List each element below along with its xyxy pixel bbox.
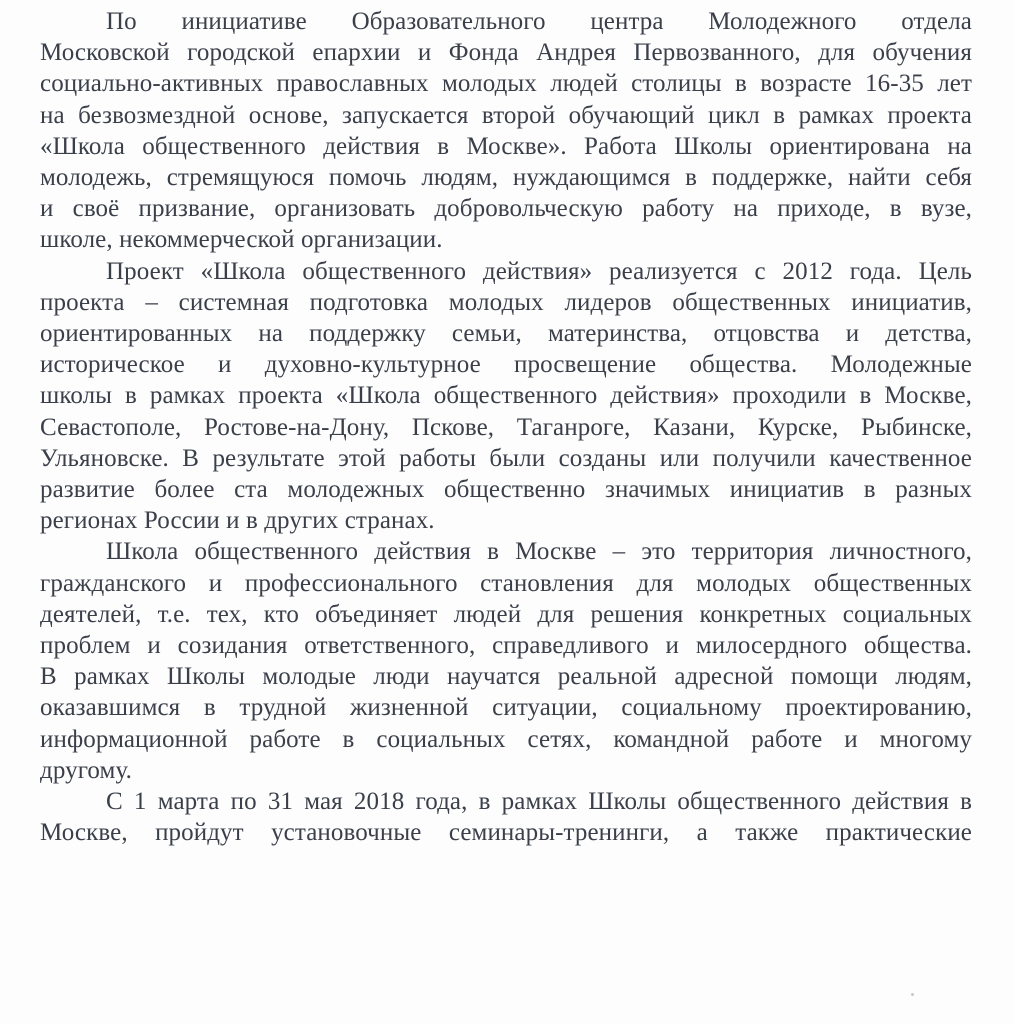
paragraph-line: школы в рамках проекта «Школа общественного действия» проходили в Москве, xyxy=(40,382,972,410)
document-body xyxy=(40,6,972,848)
paragraph-line: Ульяновске. В результате этой работы были созданы или получили качественное xyxy=(40,444,972,472)
paragraph-line: Севастополе, Ростове-на-Дону, Пскове, Таганроге, Казани, Курске, Рыбинске, xyxy=(40,413,972,441)
paragraph-line: историческое и духовно-культурное просвещение общества. Молодежные xyxy=(40,351,972,379)
paragraph-line: «Школа общественного действия в Москве». Работа Школы ориентирована на xyxy=(40,132,972,160)
paragraph-line: оказавшимся в трудной жизненной ситуации, социальному проектированию, xyxy=(40,694,972,722)
paragraph-line: С 1 марта по 31 мая 2018 года, в рамках Школы общественного действия в xyxy=(106,788,972,816)
paragraph-line: В рамках Школы молодые люди научатся реальной адресной помощи людям, xyxy=(40,663,972,691)
paragraph-line: гражданского и профессионального становления для молодых общественных xyxy=(40,569,972,597)
paragraph-line: молодежь, стремящуюся помочь людям, нуждающимся в поддержке, найти себя xyxy=(40,164,972,192)
paragraph-line: Московской городской епархии и Фонда Андрея Первозванного, для обучения xyxy=(40,39,972,67)
paragraph-line: регионах России и в других странах. xyxy=(40,507,435,535)
paragraph-line: Школа общественного действия в Москве – это территория личностного, xyxy=(106,538,972,566)
paragraph-line: другому. xyxy=(40,756,132,784)
paragraph-line: ориентированных на поддержку семьи, материнства, отцовства и детства, xyxy=(40,320,972,348)
paragraph-line: школе, некоммерческой организации. xyxy=(40,226,443,254)
paragraph-line: Москве, пройдут установочные семинары-тренинги, а также практические xyxy=(40,819,972,847)
paragraph-line: информационной работе в социальных сетях, командной работе и многому xyxy=(40,725,972,753)
paragraph-2 xyxy=(40,256,972,537)
paragraph-line: проекта – системная подготовка молодых лидеров общественных инициатив, xyxy=(40,288,972,316)
paragraph-4 xyxy=(40,786,972,848)
paragraph-line: проблем и созидания ответственного, справедливого и милосердного общества. xyxy=(40,632,972,660)
paragraph-line: деятелей, т.е. тех, кто объединяет людей для решения конкретных социальных xyxy=(40,600,972,628)
paragraph-line: развитие более ста молодежных общественно значимых инициатив в разных xyxy=(40,476,972,504)
paragraph-line: По инициативе Образовательного центра Молодежного отдела xyxy=(106,8,972,35)
scan-speck xyxy=(911,993,914,996)
paragraph-3 xyxy=(40,536,972,786)
paragraph-line: Проект «Школа общественного действия» реализуется с 2012 года. Цель xyxy=(106,257,972,285)
paragraph-line: на безвозмездной основе, запускается второй обучающий цикл в рамках проекта xyxy=(40,101,972,129)
paragraph-line: и своё призвание, организовать добровольческую работу на приходе, в вузе, xyxy=(40,195,972,223)
paragraph-line: социально-активных православных молодых людей столицы в возрасте 16-35 лет xyxy=(40,70,972,98)
paragraph-1 xyxy=(40,6,972,256)
